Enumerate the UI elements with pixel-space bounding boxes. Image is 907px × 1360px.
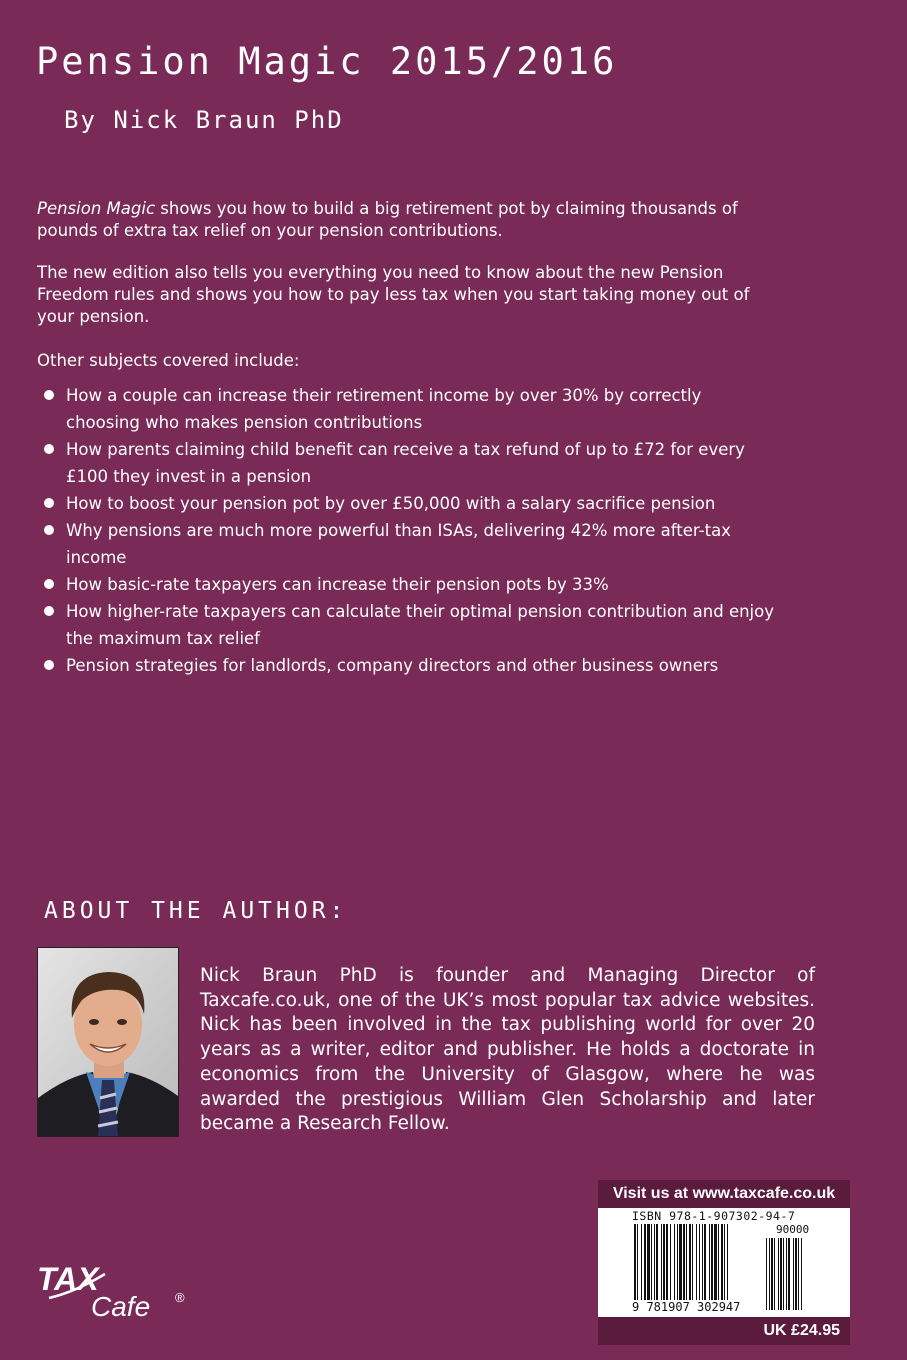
- intro-paragraph-1-text: shows you how to build a big retirement pot by claiming thousands of pounds of extra tax relief on your pension contributions.: [37, 199, 738, 240]
- bullet-icon: [44, 579, 54, 589]
- intro-paragraph-2: The new edition also tells you everything you need to know about the new Pension Freedom rules and shows you how to pay less tax when you start taking money out of your pension.: [37, 263, 750, 326]
- price-addon-code: 90000: [776, 1223, 810, 1236]
- list-item: Why pensions are much more powerful than ISAs, delivering 42% more after-tax income: [37, 517, 777, 571]
- list-item: How higher-rate taxpayers can calculate their optimal pension contribution and enjoy the maximum tax relief: [37, 598, 777, 652]
- bullet-icon: [44, 660, 54, 670]
- barcode-panel: [598, 1208, 850, 1317]
- author-photo: [37, 947, 179, 1137]
- list-item: How to boost your pension pot by over £50,000 with a salary sacrifice pension: [37, 490, 777, 517]
- bullet-icon: [44, 525, 54, 535]
- list-item: How parents claiming child benefit can receive a tax refund of up to £72 for every £100 they invest in a pension: [37, 436, 777, 490]
- svg-text:TAX: TAX: [37, 1262, 99, 1297]
- bullet-icon: [44, 444, 54, 454]
- subjects-lead: Other subjects covered include:: [37, 351, 300, 370]
- author-portrait-image: [38, 948, 178, 1136]
- about-author-heading: ABOUT THE AUTHOR:: [44, 898, 348, 924]
- bullet-icon: [44, 606, 54, 616]
- barcode-digits: 9 781907 302947: [632, 1300, 741, 1314]
- author-bio: Nick Braun PhD is founder and Managing Director of Taxcafe.co.uk, one of the UK’s most popular tax advice websites. Nick has been involved in the tax publishing world for over 20 years as a writer, editor and publisher. He holds a doctorate in economics from the University of Glasgow, where he was awarded the prestigious William Glen Scholarship and later became a Research Fellow.: [200, 965, 815, 1135]
- bullet-icon: [44, 390, 54, 400]
- svg-text:®: ®: [175, 1290, 185, 1305]
- intro-paragraph-1: [37, 198, 777, 242]
- subjects-list: [37, 382, 777, 679]
- website-banner: Visit us at www.taxcafe.co.uk: [598, 1180, 850, 1208]
- svg-text:Cafe: Cafe: [91, 1291, 151, 1322]
- taxcafe-logo-mark: [35, 1262, 195, 1322]
- bullet-icon: [44, 498, 54, 508]
- intro-title-emphasis: Pension Magic: [37, 199, 156, 218]
- book-title: Pension Magic 2015/2016: [36, 40, 618, 83]
- price-label: UK £24.95: [763, 1322, 840, 1339]
- isbn-text: ISBN 978-1-907302-94-7: [632, 1209, 796, 1223]
- list-item: How basic-rate taxpayers can increase their pension pots by 33%: [37, 571, 777, 598]
- list-item: Pension strategies for landlords, company directors and other business owners: [37, 652, 777, 679]
- author-byline: By Nick Braun PhD: [64, 106, 344, 134]
- taxcafe-logo: [35, 1262, 195, 1322]
- list-item: How a couple can increase their retirement income by over 30% by correctly choosing who makes pension contributions: [37, 382, 777, 436]
- description: [37, 198, 777, 679]
- price-banner: [598, 1317, 850, 1345]
- barcode-block: [598, 1180, 850, 1345]
